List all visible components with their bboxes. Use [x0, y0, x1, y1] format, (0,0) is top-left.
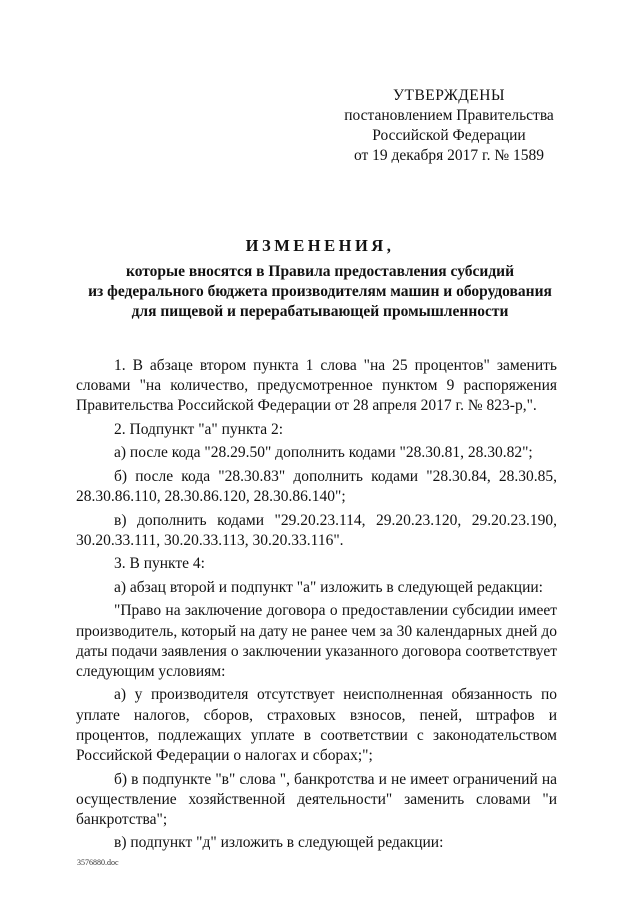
paragraph-item-1: 1. В абзаце втором пункта 1 слова "на 25 процентов" заменить словами "на количество, предусмотренное пунктом 9 распоряжения Правительства Российской Федерации от 28 апреля 2017 г. № 823-р,". [76, 357, 557, 415]
subtitle-line-3: для пищевой и перерабатывающей промышленности [131, 303, 509, 320]
paragraph-item-2b: б) после кода "28.30.83" дополнить кодами "28.30.84, 28.30.85, 28.30.86.110, 28.30.86.120, 28.30.86.140"; [76, 467, 557, 506]
approval-block [336, 86, 562, 166]
paragraph-item-2a: а) после кода "28.29.50" дополнить кодами "28.30.81, 28.30.82"; [114, 444, 533, 462]
paragraph-quote-a: а) у производителя отсутствует неисполненная обязанность по уплате налогов, сборов, страховых взносов, пеней, штрафов и процентов, подлежащих уплате в соответствии с законодательством Российской Федерации о налогах и сборах;"; [76, 686, 557, 765]
paragraph-item-2: 2. Подпункт "а" пункта 2: [114, 420, 284, 438]
document-title: ИЗМЕНЕНИЯ, [245, 236, 395, 255]
document-heading [60, 236, 580, 322]
paragraph-item-2v: в) дополнить кодами "29.20.23.114, 29.20.23.120, 29.20.23.190, 30.20.33.111, 30.20.33.113, 30.20.33.116". [76, 511, 557, 549]
approval-title: УТВЕРЖДЕНЫ [393, 87, 505, 104]
subtitle-line-1: которые вносятся в Правила предоставления субсидий [125, 263, 515, 280]
approval-line-3: от 19 декабря 2017 г. № 1589 [353, 147, 545, 164]
paragraph-item-3a: а) абзац второй и подпункт "а" изложить в следующей редакции: [114, 578, 543, 596]
approval-line-2: Российской Федерации [372, 127, 526, 144]
paragraph-item-3: 3. В пункте 4: [114, 555, 205, 573]
paragraph-item-3b: б) в подпункте "в" слова ", банкротства и не имеет ограничений на осуществление хозяйственной деятельности" заменить словами "и банкротства"; [76, 770, 557, 828]
paragraph-quote-intro: "Право на заключение договора о предоставлении субсидии имеет производитель, который на дату не ранее чем за 30 календарных дней до даты подачи заявления о заключении указанного договора соответствует следующим условиям: [76, 602, 557, 680]
approval-line-1: постановлением Правительства [344, 107, 554, 124]
document-body [76, 356, 557, 857]
paragraph-item-3v: в) подпункт "д" изложить в следующей редакции: [114, 834, 444, 852]
document-file-code: 3576880.doc [77, 858, 119, 867]
subtitle-line-2: из федерального бюджета производителям машин и оборудования [88, 283, 552, 300]
